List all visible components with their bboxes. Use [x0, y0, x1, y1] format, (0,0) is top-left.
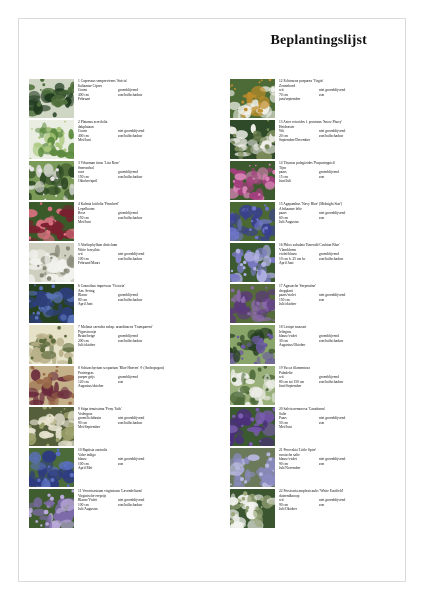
plant-detail-value: blauw/violet [279, 457, 297, 462]
plant-name: 7 Molinia caerulea subsp. arundinacea 'Transparent' [78, 325, 153, 329]
plant-detail-value: Augustus/oktober [78, 384, 104, 389]
plant-name: 21 Perovskia 'Little Spire' [279, 448, 317, 452]
plant-photo [29, 489, 74, 528]
plant-detail-value: paars/violet [279, 293, 296, 298]
plant-detail-value: 10 cm h. 25 cm br [279, 256, 306, 261]
plant-info [279, 120, 410, 143]
plant-detail-value: 150 cm [279, 297, 290, 302]
plant-detail-row [78, 220, 209, 225]
plant-info [279, 202, 410, 225]
plant-detail-value: 15 cm [279, 174, 288, 179]
plant-entry [29, 448, 209, 489]
plant-detail-row [78, 138, 209, 143]
plant-column-right [230, 79, 410, 530]
plant-detail-value: Juni/Juli [279, 179, 292, 184]
plant-entry [230, 489, 410, 530]
plant-detail-value: Juli/Augustus [78, 507, 98, 512]
plant-detail-row [279, 261, 410, 266]
plant-detail-row [78, 97, 209, 102]
plant-detail-property: groenblijvend [319, 375, 339, 380]
plant-detail-row [78, 179, 209, 184]
plant-info [78, 489, 209, 512]
plant-detail-value: Valse indigo [78, 452, 96, 457]
plant-detail-property: zon [319, 502, 325, 507]
plant-name: 1 Cupressus sempervirens 'Stricta' [78, 79, 128, 83]
plant-detail-value: 60 cm [279, 215, 288, 220]
plant-info [279, 489, 410, 512]
plant-detail-property: groenblijvend [118, 170, 138, 175]
plant-detail-property: zon/halfschaduw [118, 420, 143, 425]
plant-detail-value: Tijm [279, 165, 286, 170]
plant-name: 22 Persicaria amplexicaulis 'White Eastfield' [279, 489, 344, 493]
plant-detail-property: niet groenblijvend [319, 293, 346, 298]
plant-info [279, 79, 410, 102]
plant-photo [29, 120, 74, 159]
plant-detail-value: 80 cm [78, 297, 87, 302]
plant-detail-row [78, 384, 209, 389]
plant-detail-property: groenblijvend [319, 334, 339, 339]
plant-detail-row [279, 425, 410, 430]
plant-detail-property: groenblijvend [118, 334, 138, 339]
plant-name: 2 Platanus acerifolia [78, 120, 108, 124]
plant-detail-property: niet groenblijvend [319, 88, 346, 93]
plant-detail-value: juni/september [279, 97, 301, 102]
plant-entry [230, 202, 410, 243]
plant-photo [230, 325, 275, 364]
plant-detail-property: zon/halfschaduw [118, 502, 143, 507]
plant-detail-value: 90 cm [78, 420, 87, 425]
plant-detail-property: groenblijvend [319, 252, 339, 257]
plant-detail-value: Lepelboom [78, 206, 95, 211]
plant-detail-value: Afrikaanse lelie [279, 206, 302, 211]
plant-detail-value: Februari [78, 97, 91, 102]
plant-photo [29, 407, 74, 446]
plant-name: 17 Agastache 'Serpentine' [279, 284, 316, 288]
plant-entry [29, 325, 209, 366]
plant-detail-value: Blauw/Violet [78, 498, 98, 503]
plant-detail-value: duizendknoop [279, 493, 300, 498]
plant-detail-property: zon [319, 461, 325, 466]
plant-detail-value: Paars [279, 416, 287, 421]
plant-info [279, 161, 410, 184]
plant-detail-value: Palmlelie [279, 370, 293, 375]
plant-detail-value: Pijpestrootje [78, 329, 97, 334]
plant-info [279, 325, 410, 348]
plant-detail-property: zon/halfschaduw [118, 297, 143, 302]
plant-entry [230, 79, 410, 120]
plant-detail-value: Blauw [78, 293, 88, 298]
plant-detail-value: 100 cm [78, 256, 89, 261]
plant-detail-property: niet groenblijvend [118, 498, 145, 503]
plant-info [78, 243, 209, 266]
plant-photo [29, 325, 74, 364]
plant-detail-property: zon [319, 92, 325, 97]
plant-detail-property: zon/halfschaduw [319, 379, 344, 384]
plant-photo [230, 120, 275, 159]
plant-detail-property: niet groenblijvend [118, 416, 145, 421]
plant-photo [230, 79, 275, 118]
plant-detail-property: niet groenblijvend [319, 211, 346, 216]
plant-info [78, 120, 209, 143]
plant-detail-property: groenblijvend [118, 88, 138, 93]
plant-detail-value: Juli/November [279, 466, 301, 471]
plant-detail-value: 120 cm [78, 379, 89, 384]
plant-detail-row [279, 343, 410, 348]
plant-photo [230, 489, 275, 528]
plant-detail-row [279, 466, 410, 471]
plant-detail-value: Heideaster [279, 124, 295, 129]
plant-entry [29, 284, 209, 325]
plant-detail-property: zon [118, 461, 124, 466]
plant-info [279, 407, 410, 430]
plant-detail-value: 100 cm [78, 502, 89, 507]
plant-photo [29, 448, 74, 487]
plant-entry [29, 243, 209, 284]
plant-photo [29, 284, 74, 323]
plant-detail-value: Groen [78, 129, 87, 134]
plant-name: 10 Baptisia australis [78, 448, 108, 452]
plant-detail-value: Vlambloem [279, 247, 296, 252]
plant-info [78, 407, 209, 430]
plant-detail-property: groenblijvend [118, 211, 138, 216]
plant-photo [230, 202, 275, 241]
plant-name: 20 Salvia nemorosa 'Caradonna' [279, 407, 326, 411]
plant-column-left [29, 79, 209, 530]
plant-photo [230, 366, 275, 405]
plant-detail-property: zon/halfschaduw [118, 338, 143, 343]
plant-detail-value: 200 cm [78, 338, 89, 343]
plant-detail-row [78, 302, 209, 307]
plant-detail-property: zon/halfschaduw [118, 256, 143, 261]
plant-detail-value: April Juni [78, 302, 93, 307]
plant-detail-property: zon [319, 215, 325, 220]
plant-detail-value: Vedergras [78, 411, 93, 416]
plant-detail-property: groenblijvend [319, 170, 339, 175]
plant-photo [29, 161, 74, 200]
plant-entry [230, 407, 410, 448]
plant-detail-value: Salie [279, 411, 287, 416]
plant-entry [29, 489, 209, 530]
plant-info [78, 79, 209, 102]
plant-detail-value: dropplant [279, 288, 293, 293]
plant-photo [230, 161, 275, 200]
plant-detail-property: zon/halfschaduw [118, 215, 143, 220]
plant-detail-value: wit [279, 375, 284, 380]
plant-detail-property: zon [319, 174, 325, 179]
plant-entry [230, 284, 410, 325]
plant-detail-row [279, 384, 410, 389]
plant-detail-value: 90 cm [279, 461, 288, 466]
plant-detail-value: Groen [78, 88, 87, 93]
plant-info [78, 202, 209, 225]
plant-info [78, 161, 209, 184]
plant-detail-property: niet groenblijvend [319, 416, 346, 421]
plant-detail-value: Juli/oktober [279, 302, 297, 307]
plant-detail-value: roze [78, 170, 85, 175]
plant-detail-row [279, 220, 410, 225]
plant-entry [230, 366, 410, 407]
plant-info [279, 366, 410, 389]
plant-detail-value: Juli/Augustus [279, 220, 299, 225]
plant-detail-value: Prairiegras [78, 370, 94, 375]
plant-detail-property: zon/halfschaduw [319, 256, 344, 261]
plant-detail-value: Mei/Juni [78, 220, 91, 225]
plant-detail-value: 50 cm [279, 420, 288, 425]
plant-name: 6 Ceanothus impressus 'Victoria' [78, 284, 125, 288]
plant-name: 4 Kalmia latifolia 'Pinwheel' [78, 202, 119, 206]
plant-name: 8 Schizachyrium scoparium 'Blue Heaven' ® (Andropogon) [78, 366, 165, 370]
plant-entry [230, 243, 410, 284]
plant-detail-value: 400 cm [78, 133, 89, 138]
plant-detail-value: blauw/violet [279, 334, 297, 339]
plant-detail-value: 70 cm [279, 92, 288, 97]
plant-detail-value: Augustus/Oktober [279, 343, 306, 348]
plant-detail-value: Oktober/april [78, 179, 98, 184]
plant-detail-row [279, 302, 410, 307]
plant-detail-value: dakplataan [78, 124, 94, 129]
plant-detail-value: wit [279, 498, 284, 503]
plant-detail-property: niet groenblijvend [118, 252, 145, 257]
plant-detail-value: Witte forsythia [78, 247, 100, 252]
plant-detail-value: 20 cm [279, 133, 288, 138]
plant-detail-row [78, 425, 209, 430]
plant-entry [29, 161, 209, 202]
plant-detail-value: September/December [279, 138, 311, 143]
plant-detail-value: blauw [78, 457, 87, 462]
plant-detail-value: Bruin/beige [78, 334, 95, 339]
plant-name: 14 Thymus pulegioides 'Purpurteppich' [279, 161, 336, 165]
plant-detail-property: zon/halfschaduw [118, 92, 143, 97]
plant-detail-value: April Juni [279, 261, 294, 266]
plant-name: 9 Stipa tenuissima 'Pony Tails' [78, 407, 122, 411]
plant-detail-value: 30 cm [279, 338, 288, 343]
plant-detail-property: niet groenblijvend [319, 498, 346, 503]
plant-detail-property: zon [319, 420, 325, 425]
plant-detail-value: 90 cm [279, 502, 288, 507]
plant-name: 11 Veronicastrum virginicum 'Lavendelturm' [78, 489, 143, 493]
plant-photo [230, 448, 275, 487]
plant-detail-value: paars [279, 170, 287, 175]
plant-info [78, 366, 209, 389]
plant-detail-property: zon/halfschaduw [319, 338, 344, 343]
plant-detail-value: Februari/Maart [78, 261, 100, 266]
plant-detail-value: Mei/Juni [78, 138, 91, 143]
plant-entry [29, 120, 209, 161]
plant-detail-property: zon [118, 379, 124, 384]
plant-photo [230, 407, 275, 446]
plant-info [78, 448, 209, 471]
plant-photo [29, 202, 74, 241]
plant-detail-value: 100 cm [78, 461, 89, 466]
plant-detail-value: wit [279, 88, 284, 93]
plant-info [279, 243, 410, 266]
plant-detail-row [279, 507, 410, 512]
plant-info [279, 284, 410, 307]
plant-detail-property: zon [319, 297, 325, 302]
plant-detail-value: Virginische ereprijs [78, 493, 107, 498]
plant-entry [29, 407, 209, 448]
plant-name: 3 Viburnum tinus 'Lisa Rose' [78, 161, 120, 165]
plant-detail-value: Am. Sering [78, 288, 95, 293]
plant-detail-property: niet groenblijvend [319, 129, 346, 134]
plant-photo [29, 243, 74, 282]
plant-detail-value: April Mei [78, 466, 93, 471]
plant-name: 12 Echinacea purpurea 'Virgin' [279, 79, 324, 83]
plant-detail-value: paars [279, 211, 287, 216]
plant-list-sheet [18, 18, 406, 582]
plant-name: 19 Yucca filamentosa [279, 366, 310, 370]
plant-name: 13 Aster ericoides f. prostatus 'Snow Flurry' [279, 120, 343, 124]
plant-detail-value: Italiaanse Cipres [78, 83, 103, 88]
plant-name: 15 Agapanthus 'Navy Blue' (Midnight Star') [279, 202, 343, 206]
plant-detail-property: niet groenblijvend [319, 457, 346, 462]
plant-detail-value: Zonnehoed [279, 83, 296, 88]
plant-entry [230, 161, 410, 202]
plant-detail-value: 400 cm [78, 92, 89, 97]
plant-detail-value: Wit [279, 129, 285, 134]
plant-detail-value: Juni/September [279, 384, 302, 389]
plant-detail-property: zon/halfschaduw [118, 174, 143, 179]
plant-detail-property: groenblijvend [118, 375, 138, 380]
plant-entry [230, 120, 410, 161]
plant-detail-row [279, 97, 410, 102]
plant-name: 5 Abeliophyllum distichum [78, 243, 118, 247]
plant-entry [29, 79, 209, 120]
plant-entry [230, 448, 410, 489]
plant-name: 16 Phlox subulata 'Emerald Cushion Blue' [279, 243, 340, 247]
plant-detail-value: Mei/September [78, 425, 101, 430]
plant-detail-property: zon/halfschaduw [319, 133, 344, 138]
plant-info [78, 325, 209, 348]
plant-detail-value: leliegras [279, 329, 292, 334]
plant-detail-row [279, 179, 410, 184]
plant-detail-row [78, 343, 209, 348]
plant-name: 18 Liriope muscari [279, 325, 307, 329]
plant-detail-value: russische salie [279, 452, 300, 457]
plant-detail-row [78, 261, 209, 266]
plant-detail-value: purper grijs [78, 375, 95, 380]
plant-detail-value: Juli/Oktober [279, 507, 297, 512]
plant-photo [29, 366, 74, 405]
plant-detail-value: Juli/oktober [78, 343, 96, 348]
page-title: Beplantingslijst [270, 33, 367, 48]
plant-info [279, 448, 410, 471]
plant-detail-value: 150 cm [78, 174, 89, 179]
plant-detail-property: niet groenblijvend [118, 129, 145, 134]
plant-info [78, 284, 209, 307]
plant-detail-row [279, 138, 410, 143]
plant-photo [230, 284, 275, 323]
plant-detail-row [78, 466, 209, 471]
plant-detail-property: groenblijvend [118, 293, 138, 298]
plant-detail-property: niet groenblijvend [118, 457, 145, 462]
plant-entry [29, 366, 209, 407]
plant-detail-value: groen/lichtbruin [78, 416, 102, 421]
plant-entry [230, 325, 410, 366]
plant-detail-value: violet/blauw [279, 252, 297, 257]
plant-detail-value: Rose [78, 211, 86, 216]
plant-detail-property: zon/halfschaduw [118, 133, 143, 138]
plant-detail-row [78, 507, 209, 512]
plant-entry [29, 202, 209, 243]
plant-detail-value: 150 cm [78, 215, 89, 220]
plant-detail-value: wit [78, 252, 83, 257]
plant-photo [29, 79, 74, 118]
plant-detail-value: 80 cm tot 150 cm [279, 379, 305, 384]
plant-photo [230, 243, 275, 282]
plant-detail-value: Mei/Juni [279, 425, 292, 430]
plant-detail-value: Sneeuwbal [78, 165, 94, 170]
